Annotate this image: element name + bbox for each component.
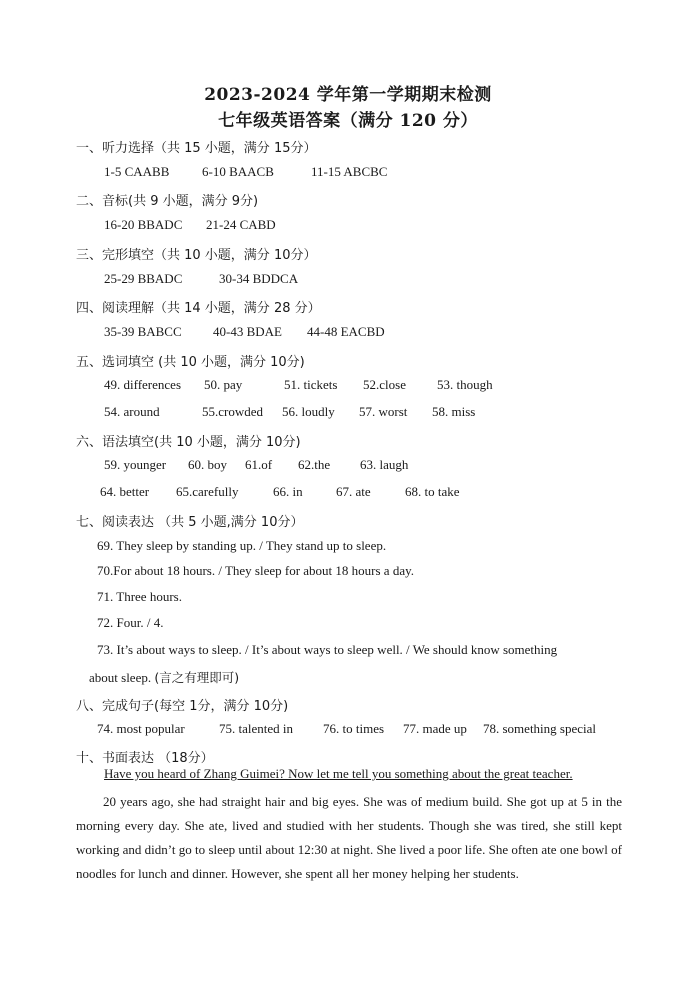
answer-item: 63. laugh xyxy=(360,457,409,472)
section-heading-grammar: 六、语法填空(共 10 小题，满分 10分) xyxy=(76,435,301,450)
section-heading-word-choice: 五、选词填空 (共 10 小题，满分 10分) xyxy=(76,355,305,370)
answer-item: 74. most popular xyxy=(97,721,185,736)
answer-item: 60. boy xyxy=(188,457,227,472)
section-heading-phonetics: 二、音标(共 9 小题，满分 9分) xyxy=(76,194,259,209)
answer-group: 1-5 CAABB xyxy=(104,164,170,179)
document-subtitle: 七年级英语答案（满分 120 分） xyxy=(218,111,478,131)
answer-group: 35-39 BABCC xyxy=(104,324,182,339)
section-heading-listening: 一、听力选择（共 15 小题，满分 15分） xyxy=(76,141,317,156)
answer-item: 65.carefully xyxy=(176,484,239,499)
answer-group: 16-20 BBADC xyxy=(104,217,183,232)
answer-item: 76. to times xyxy=(323,721,385,736)
answer-group: 44-48 EACBD xyxy=(307,324,385,339)
answer-item: 78. something special xyxy=(483,721,597,736)
answer-item: 68. to take xyxy=(405,484,460,499)
answer-line: 71. Three hours. xyxy=(97,589,182,604)
answer-item: 50. pay xyxy=(204,377,243,392)
answer-line-note: (言之有理即可) xyxy=(154,670,240,685)
answer-item: 55.crowded xyxy=(202,404,264,419)
answer-group: 6-10 BAACB xyxy=(202,164,274,179)
answer-group: 11-15 ABCBC xyxy=(311,164,388,179)
answer-item: 62.the xyxy=(298,457,331,472)
answer-item: 75. talented in xyxy=(219,721,294,736)
answer-line-continuation xyxy=(89,668,239,686)
essay-opening-line: Have you heard of Zhang Guimei? Now let me tell you something about the great teacher. xyxy=(104,766,573,781)
answer-item: 49. differences xyxy=(104,377,182,392)
answer-item: 54. around xyxy=(104,404,160,419)
section-heading-sentence-completion: 八、完成句子(每空 1分，满分 10分) xyxy=(76,699,289,714)
section-heading-reading: 四、阅读理解（共 14 小题，满分 28 分） xyxy=(76,301,321,316)
answer-line: 72. Four. / 4. xyxy=(97,615,164,630)
answer-item: 53. though xyxy=(437,377,493,392)
answer-line: 70.For about 18 hours. / They sleep for about 18 hours a day. xyxy=(97,563,415,578)
section-heading-writing: 十、书面表达 （18分） xyxy=(76,751,214,766)
answer-item: 58. miss xyxy=(432,404,476,419)
answer-group: 25-29 BBADC xyxy=(104,271,183,286)
answer-item: 51. tickets xyxy=(284,377,338,392)
answer-item: 52.close xyxy=(363,377,406,392)
document-title: 2023-2024 学年第一学期期末检测 xyxy=(204,85,492,105)
answer-item: 66. in xyxy=(273,484,303,499)
answer-item: 57. worst xyxy=(359,404,408,419)
essay-paragraph: 20 years ago, she had straight hair and big eyes. She was of medium build. She got up at 5 in the morning every day. She ate, lived and studied with her students. Though she was tired, she still kept working and didn’t go to sleep until about 12:30 at night. She lived a poor life. She often ate one bowl of noodles for lunch and dinner. However, she spent all her money helping her students. xyxy=(76,794,622,881)
answer-group: 21-24 CABD xyxy=(206,217,276,232)
answer-item: 67. ate xyxy=(336,484,371,499)
answer-item: 56. loudly xyxy=(282,404,335,419)
answer-item: 64. better xyxy=(100,484,150,499)
answer-line-continuation-en: about sleep. xyxy=(89,670,152,685)
answer-item: 59. younger xyxy=(104,457,167,472)
answer-item: 77. made up xyxy=(403,721,467,736)
answer-group: 30-34 BDDCA xyxy=(219,271,299,286)
answer-line: 73. It’s about ways to sleep. / It’s about ways to sleep well. / We should know something xyxy=(97,642,558,657)
section-heading-reading-expression: 七、阅读表达 （共 5 小题,满分 10分） xyxy=(76,515,304,530)
section-heading-cloze: 三、完形填空（共 10 小题，满分 10分） xyxy=(76,248,317,263)
answer-item: 61.of xyxy=(245,457,273,472)
answer-group: 40-43 BDAE xyxy=(213,324,282,339)
answer-line: 69. They sleep by standing up. / They stand up to sleep. xyxy=(97,538,387,553)
